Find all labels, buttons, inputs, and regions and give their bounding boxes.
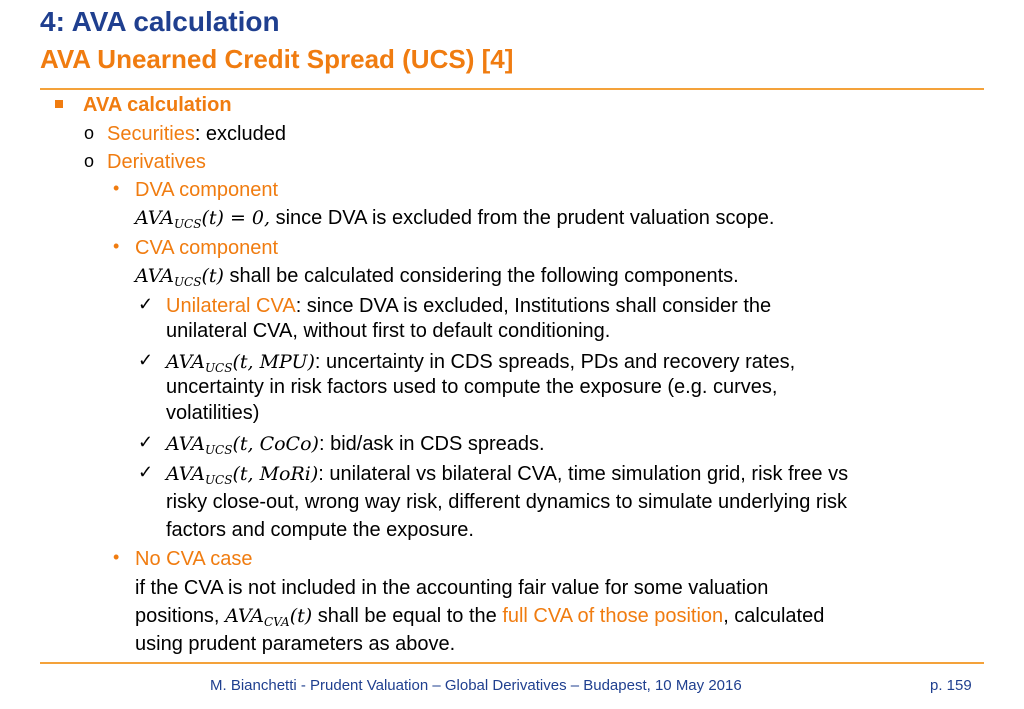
circle-bullet-icon: o [84,123,95,143]
cva-formula: $AVA_{UCS}(t)$ [135,265,224,289]
check-mpu-line1: $AVA_{UCS}(t$, MPU): uncertainty in CDS spreads, PDs and recovery rates, [166,351,796,375]
nocva-label: No CVA case [135,548,253,570]
cva-text: $AVA_{UCS}(t)$ shall be calculated considering the following components. [135,265,739,289]
mori-formula: $AVA_{UCS}(t$, MoRi) [166,463,319,487]
check-mpu-line2: uncertainty in risk factors used to compute the exposure (e.g. curves, [166,376,778,398]
item-derivatives: Derivatives [107,151,206,173]
nocva-line1: if the CVA is not included in the accounting fair value for some valuation [135,577,769,599]
check-mori-line3: factors and compute the exposure. [166,519,474,541]
square-bullet-icon [55,100,63,108]
dot-bullet-icon: • [113,547,120,567]
checkmark-icon: ✓ [138,462,154,482]
dva-label: DVA component [135,179,279,201]
check-coco-line1: $AVA_{UCS}(t$, CoCo): bid/ask in CDS spreads. [166,433,545,457]
dot-bullet-icon: • [113,178,120,198]
page-number: p. 159 [930,677,972,694]
check-unilateral-line1: Unilateral CVA: since DVA is excluded, Institutions shall consider the [166,295,772,317]
item-securities [107,122,286,146]
footer-citation: M. Bianchetti - Prudent Valuation – Global Derivatives – Budapest, 10 May 2016 [210,677,742,694]
check-mpu-line3: volatilities) [166,402,260,424]
slide-title: 4: AVA calculation [40,6,280,37]
nocva-line2: positions, $AVA_{CVA}(t)$ shall be equal to the full CVA of those position, calculated [135,605,825,629]
circle-bullet-icon: o [84,151,95,171]
bottom-divider [40,662,984,664]
check-unilateral-line2: unilateral CVA, without first to default conditioning. [166,320,611,342]
checkmark-icon: ✓ [138,432,154,452]
nocva-line3: using prudent parameters as above. [135,633,456,655]
securities-text: : excluded [194,123,286,145]
checkmark-icon: ✓ [138,294,154,314]
dva-text: $AVA_{UCS}(t) = 0$, since DVA is excluded from the prudent valuation scope. [135,207,775,231]
nocva-formula: $AVA_{CVA}(t)$ [225,605,313,629]
dva-formula: $AVA_{UCS}(t) = 0$, [135,207,271,231]
heading-ava-calculation: AVA calculation [83,94,232,116]
check-mori-line1: $AVA_{UCS}(t$, MoRi): unilateral vs bilateral CVA, time simulation grid, risk free vs [166,463,849,487]
coco-formula: $AVA_{UCS}(t$, CoCo) [166,433,319,457]
mpu-formula: $AVA_{UCS}(t$, MPU) [166,351,315,375]
cva-label: CVA component [135,237,279,259]
dot-bullet-icon: • [113,236,120,256]
slide-subtitle: AVA Unearned Credit Spread (UCS) [4] [40,44,514,74]
checkmark-icon: ✓ [138,350,154,370]
securities-label: Securities [107,123,195,145]
check-mori-line2: risky close-out, wrong way risk, different dynamics to simulate underlying risk [166,491,847,513]
